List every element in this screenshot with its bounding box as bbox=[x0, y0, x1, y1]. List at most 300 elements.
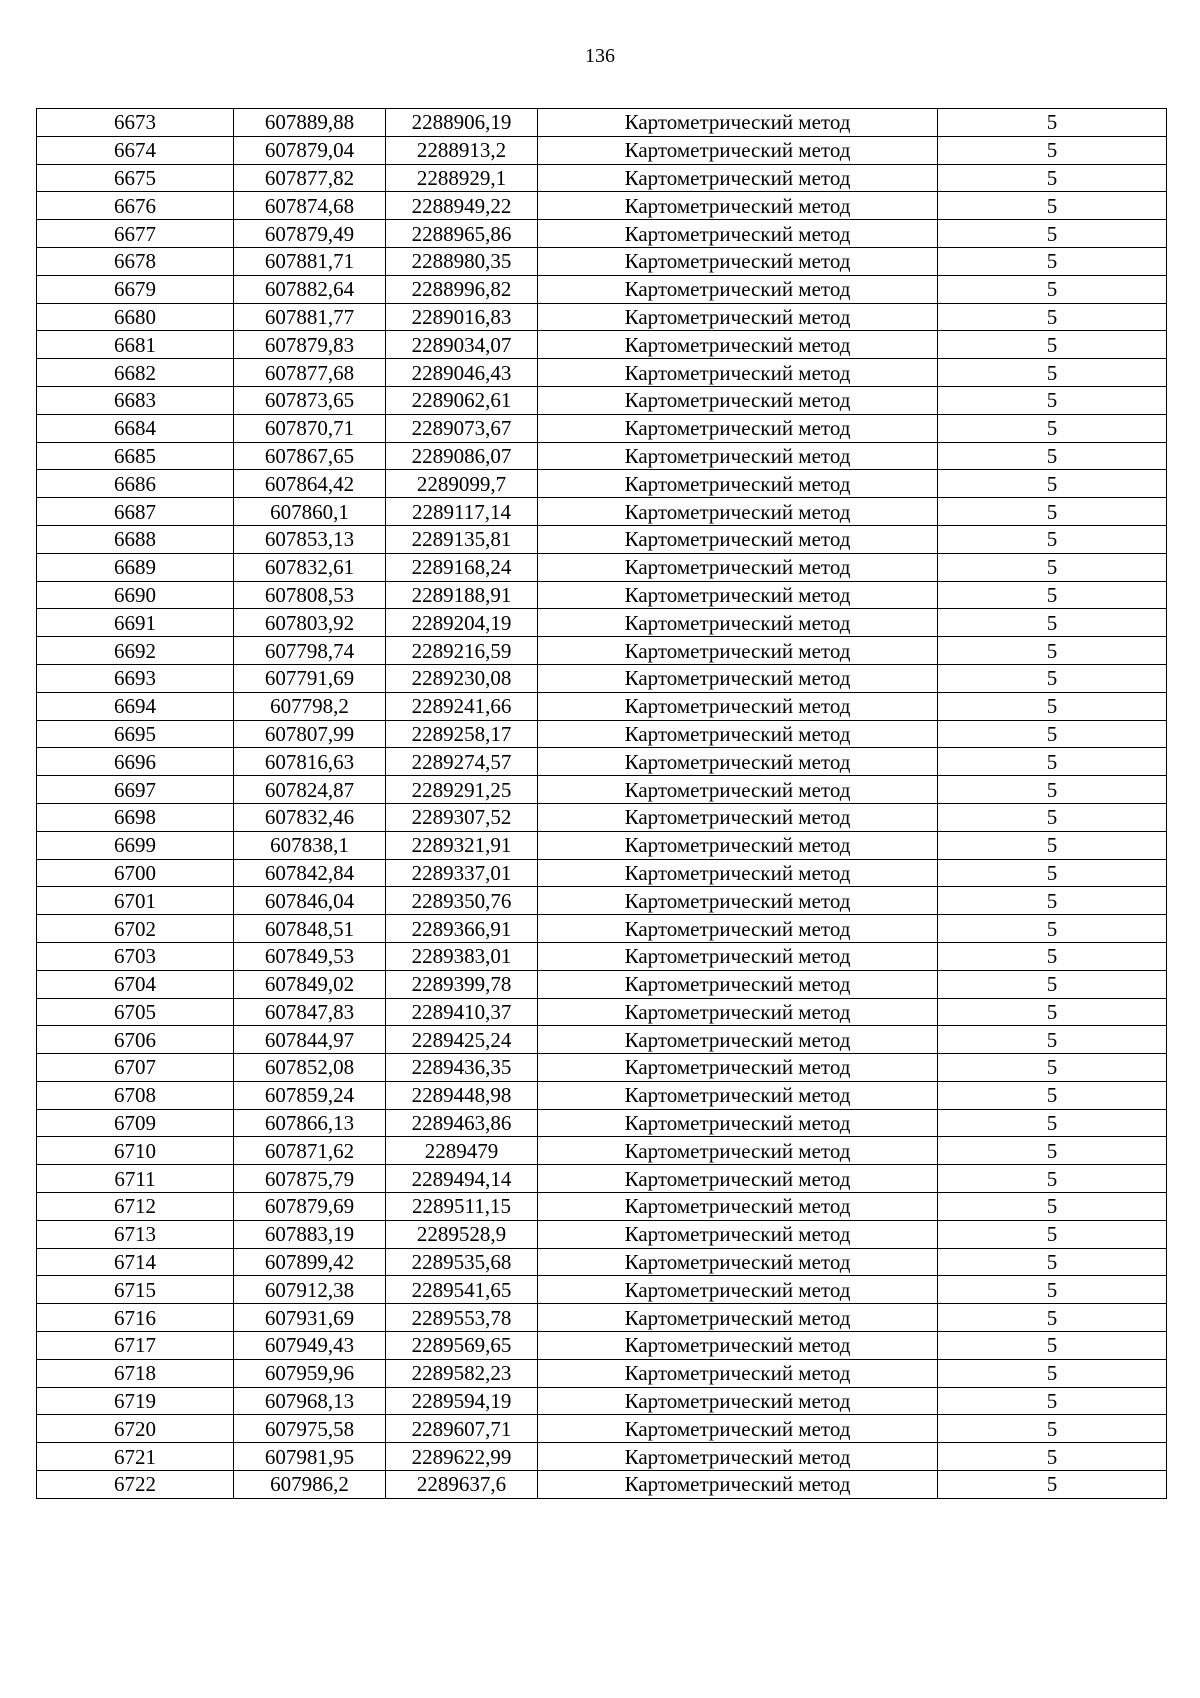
x-coordinate-cell: 607975,58 bbox=[234, 1415, 386, 1443]
table-row bbox=[37, 692, 1167, 720]
table-row bbox=[37, 831, 1167, 859]
point-number-cell: 6685 bbox=[37, 442, 234, 470]
method-cell: Картометрический метод bbox=[538, 1026, 938, 1054]
table-row bbox=[37, 942, 1167, 970]
accuracy-cell: 5 bbox=[938, 470, 1167, 498]
point-number-cell: 6691 bbox=[37, 609, 234, 637]
method-cell: Картометрический метод bbox=[538, 1054, 938, 1082]
y-coordinate-cell: 2289569,65 bbox=[386, 1332, 538, 1360]
point-number-cell: 6684 bbox=[37, 414, 234, 442]
point-number-cell: 6689 bbox=[37, 553, 234, 581]
y-coordinate-cell: 2289216,59 bbox=[386, 637, 538, 665]
accuracy-cell: 5 bbox=[938, 1248, 1167, 1276]
method-cell: Картометрический метод bbox=[538, 1081, 938, 1109]
x-coordinate-cell: 607883,19 bbox=[234, 1220, 386, 1248]
method-cell: Картометрический метод bbox=[538, 915, 938, 943]
x-coordinate-cell: 607889,88 bbox=[234, 109, 386, 137]
y-coordinate-cell: 2289436,35 bbox=[386, 1054, 538, 1082]
y-coordinate-cell: 2289479 bbox=[386, 1137, 538, 1165]
method-cell: Картометрический метод bbox=[538, 887, 938, 915]
method-cell: Картометрический метод bbox=[538, 720, 938, 748]
x-coordinate-cell: 607873,65 bbox=[234, 386, 386, 414]
method-cell: Картометрический метод bbox=[538, 331, 938, 359]
method-cell: Картометрический метод bbox=[538, 1415, 938, 1443]
y-coordinate-cell: 2289594,19 bbox=[386, 1387, 538, 1415]
method-cell: Картометрический метод bbox=[538, 1471, 938, 1499]
x-coordinate-cell: 607853,13 bbox=[234, 525, 386, 553]
point-number-cell: 6700 bbox=[37, 859, 234, 887]
accuracy-cell: 5 bbox=[938, 414, 1167, 442]
y-coordinate-cell: 2289073,67 bbox=[386, 414, 538, 442]
y-coordinate-cell: 2289350,76 bbox=[386, 887, 538, 915]
y-coordinate-cell: 2289494,14 bbox=[386, 1165, 538, 1193]
table-row bbox=[37, 720, 1167, 748]
x-coordinate-cell: 607881,77 bbox=[234, 303, 386, 331]
point-number-cell: 6678 bbox=[37, 247, 234, 275]
point-number-cell: 6698 bbox=[37, 803, 234, 831]
method-cell: Картометрический метод bbox=[538, 1109, 938, 1137]
point-number-cell: 6719 bbox=[37, 1387, 234, 1415]
y-coordinate-cell: 2289230,08 bbox=[386, 664, 538, 692]
method-cell: Картометрический метод bbox=[538, 1276, 938, 1304]
point-number-cell: 6712 bbox=[37, 1193, 234, 1221]
point-number-cell: 6687 bbox=[37, 498, 234, 526]
y-coordinate-cell: 2289582,23 bbox=[386, 1359, 538, 1387]
table-row bbox=[37, 1332, 1167, 1360]
x-coordinate-cell: 607816,63 bbox=[234, 748, 386, 776]
y-coordinate-cell: 2288913,2 bbox=[386, 136, 538, 164]
point-number-cell: 6674 bbox=[37, 136, 234, 164]
accuracy-cell: 5 bbox=[938, 887, 1167, 915]
x-coordinate-cell: 607848,51 bbox=[234, 915, 386, 943]
table-row bbox=[37, 1026, 1167, 1054]
accuracy-cell: 5 bbox=[938, 442, 1167, 470]
table-row bbox=[37, 136, 1167, 164]
method-cell: Картометрический метод bbox=[538, 692, 938, 720]
y-coordinate-cell: 2289321,91 bbox=[386, 831, 538, 859]
x-coordinate-cell: 607959,96 bbox=[234, 1359, 386, 1387]
table-row bbox=[37, 1359, 1167, 1387]
method-cell: Картометрический метод bbox=[538, 970, 938, 998]
y-coordinate-cell: 2288996,82 bbox=[386, 275, 538, 303]
x-coordinate-cell: 607798,2 bbox=[234, 692, 386, 720]
point-number-cell: 6704 bbox=[37, 970, 234, 998]
x-coordinate-cell: 607875,79 bbox=[234, 1165, 386, 1193]
method-cell: Картометрический метод bbox=[538, 359, 938, 387]
method-cell: Картометрический метод bbox=[538, 942, 938, 970]
table-row bbox=[37, 247, 1167, 275]
x-coordinate-cell: 607949,43 bbox=[234, 1332, 386, 1360]
table-row bbox=[37, 887, 1167, 915]
y-coordinate-cell: 2289258,17 bbox=[386, 720, 538, 748]
x-coordinate-cell: 607879,04 bbox=[234, 136, 386, 164]
method-cell: Картометрический метод bbox=[538, 553, 938, 581]
method-cell: Картометрический метод bbox=[538, 275, 938, 303]
accuracy-cell: 5 bbox=[938, 748, 1167, 776]
x-coordinate-cell: 607803,92 bbox=[234, 609, 386, 637]
table-row bbox=[37, 1276, 1167, 1304]
accuracy-cell: 5 bbox=[938, 1026, 1167, 1054]
accuracy-cell: 5 bbox=[938, 275, 1167, 303]
accuracy-cell: 5 bbox=[938, 553, 1167, 581]
y-coordinate-cell: 2289553,78 bbox=[386, 1304, 538, 1332]
point-number-cell: 6710 bbox=[37, 1137, 234, 1165]
table-row bbox=[37, 609, 1167, 637]
table-row bbox=[37, 1387, 1167, 1415]
y-coordinate-cell: 2289410,37 bbox=[386, 998, 538, 1026]
method-cell: Картометрический метод bbox=[538, 1137, 938, 1165]
x-coordinate-cell: 607867,65 bbox=[234, 442, 386, 470]
table-row bbox=[37, 803, 1167, 831]
coordinates-table bbox=[36, 108, 1167, 1499]
accuracy-cell: 5 bbox=[938, 220, 1167, 248]
point-number-cell: 6690 bbox=[37, 581, 234, 609]
y-coordinate-cell: 2289637,6 bbox=[386, 1471, 538, 1499]
x-coordinate-cell: 607986,2 bbox=[234, 1471, 386, 1499]
coordinates-table-body bbox=[37, 109, 1167, 1499]
y-coordinate-cell: 2288980,35 bbox=[386, 247, 538, 275]
table-row bbox=[37, 1443, 1167, 1471]
accuracy-cell: 5 bbox=[938, 1220, 1167, 1248]
table-row bbox=[37, 970, 1167, 998]
x-coordinate-cell: 607866,13 bbox=[234, 1109, 386, 1137]
table-row bbox=[37, 998, 1167, 1026]
point-number-cell: 6718 bbox=[37, 1359, 234, 1387]
table-row bbox=[37, 664, 1167, 692]
x-coordinate-cell: 607968,13 bbox=[234, 1387, 386, 1415]
table-row bbox=[37, 164, 1167, 192]
method-cell: Картометрический метод bbox=[538, 859, 938, 887]
y-coordinate-cell: 2289511,15 bbox=[386, 1193, 538, 1221]
accuracy-cell: 5 bbox=[938, 1415, 1167, 1443]
method-cell: Картометрический метод bbox=[538, 1220, 938, 1248]
point-number-cell: 6699 bbox=[37, 831, 234, 859]
y-coordinate-cell: 2288906,19 bbox=[386, 109, 538, 137]
table-row bbox=[37, 748, 1167, 776]
x-coordinate-cell: 607859,24 bbox=[234, 1081, 386, 1109]
table-row bbox=[37, 470, 1167, 498]
method-cell: Картометрический метод bbox=[538, 1248, 938, 1276]
table-row bbox=[37, 1081, 1167, 1109]
y-coordinate-cell: 2289291,25 bbox=[386, 776, 538, 804]
x-coordinate-cell: 607846,04 bbox=[234, 887, 386, 915]
table-row bbox=[37, 359, 1167, 387]
point-number-cell: 6715 bbox=[37, 1276, 234, 1304]
method-cell: Картометрический метод bbox=[538, 525, 938, 553]
y-coordinate-cell: 2289086,07 bbox=[386, 442, 538, 470]
y-coordinate-cell: 2289016,83 bbox=[386, 303, 538, 331]
point-number-cell: 6683 bbox=[37, 386, 234, 414]
y-coordinate-cell: 2289135,81 bbox=[386, 525, 538, 553]
x-coordinate-cell: 607874,68 bbox=[234, 192, 386, 220]
x-coordinate-cell: 607860,1 bbox=[234, 498, 386, 526]
accuracy-cell: 5 bbox=[938, 609, 1167, 637]
accuracy-cell: 5 bbox=[938, 1471, 1167, 1499]
x-coordinate-cell: 607807,99 bbox=[234, 720, 386, 748]
method-cell: Картометрический метод bbox=[538, 1359, 938, 1387]
x-coordinate-cell: 607798,74 bbox=[234, 637, 386, 665]
y-coordinate-cell: 2289425,24 bbox=[386, 1026, 538, 1054]
accuracy-cell: 5 bbox=[938, 1359, 1167, 1387]
y-coordinate-cell: 2289535,68 bbox=[386, 1248, 538, 1276]
point-number-cell: 6688 bbox=[37, 525, 234, 553]
point-number-cell: 6709 bbox=[37, 1109, 234, 1137]
x-coordinate-cell: 607881,71 bbox=[234, 247, 386, 275]
accuracy-cell: 5 bbox=[938, 192, 1167, 220]
y-coordinate-cell: 2289168,24 bbox=[386, 553, 538, 581]
method-cell: Картометрический метод bbox=[538, 664, 938, 692]
accuracy-cell: 5 bbox=[938, 331, 1167, 359]
accuracy-cell: 5 bbox=[938, 720, 1167, 748]
y-coordinate-cell: 2289337,01 bbox=[386, 859, 538, 887]
point-number-cell: 6679 bbox=[37, 275, 234, 303]
point-number-cell: 6680 bbox=[37, 303, 234, 331]
point-number-cell: 6686 bbox=[37, 470, 234, 498]
method-cell: Картометрический метод bbox=[538, 1332, 938, 1360]
x-coordinate-cell: 607838,1 bbox=[234, 831, 386, 859]
method-cell: Картометрический метод bbox=[538, 470, 938, 498]
table-row bbox=[37, 637, 1167, 665]
table-row bbox=[37, 1054, 1167, 1082]
method-cell: Картометрический метод bbox=[538, 303, 938, 331]
table-row bbox=[37, 553, 1167, 581]
y-coordinate-cell: 2289448,98 bbox=[386, 1081, 538, 1109]
accuracy-cell: 5 bbox=[938, 692, 1167, 720]
accuracy-cell: 5 bbox=[938, 1054, 1167, 1082]
method-cell: Картометрический метод bbox=[538, 637, 938, 665]
accuracy-cell: 5 bbox=[938, 1165, 1167, 1193]
accuracy-cell: 5 bbox=[938, 1137, 1167, 1165]
y-coordinate-cell: 2289541,65 bbox=[386, 1276, 538, 1304]
x-coordinate-cell: 607981,95 bbox=[234, 1443, 386, 1471]
point-number-cell: 6696 bbox=[37, 748, 234, 776]
y-coordinate-cell: 2288929,1 bbox=[386, 164, 538, 192]
table-row bbox=[37, 581, 1167, 609]
accuracy-cell: 5 bbox=[938, 1304, 1167, 1332]
table-row bbox=[37, 859, 1167, 887]
y-coordinate-cell: 2288965,86 bbox=[386, 220, 538, 248]
point-number-cell: 6677 bbox=[37, 220, 234, 248]
y-coordinate-cell: 2289117,14 bbox=[386, 498, 538, 526]
table-row bbox=[37, 192, 1167, 220]
method-cell: Картометрический метод bbox=[538, 192, 938, 220]
point-number-cell: 6697 bbox=[37, 776, 234, 804]
x-coordinate-cell: 607864,42 bbox=[234, 470, 386, 498]
x-coordinate-cell: 607879,83 bbox=[234, 331, 386, 359]
point-number-cell: 6682 bbox=[37, 359, 234, 387]
table-row bbox=[37, 331, 1167, 359]
table-row bbox=[37, 220, 1167, 248]
point-number-cell: 6703 bbox=[37, 942, 234, 970]
table-row bbox=[37, 1248, 1167, 1276]
y-coordinate-cell: 2289463,86 bbox=[386, 1109, 538, 1137]
y-coordinate-cell: 2289034,07 bbox=[386, 331, 538, 359]
accuracy-cell: 5 bbox=[938, 637, 1167, 665]
accuracy-cell: 5 bbox=[938, 776, 1167, 804]
method-cell: Картометрический метод bbox=[538, 1304, 938, 1332]
point-number-cell: 6708 bbox=[37, 1081, 234, 1109]
accuracy-cell: 5 bbox=[938, 1332, 1167, 1360]
x-coordinate-cell: 607877,82 bbox=[234, 164, 386, 192]
method-cell: Картометрический метод bbox=[538, 442, 938, 470]
method-cell: Картометрический метод bbox=[538, 831, 938, 859]
y-coordinate-cell: 2289241,66 bbox=[386, 692, 538, 720]
y-coordinate-cell: 2289366,91 bbox=[386, 915, 538, 943]
table-row bbox=[37, 525, 1167, 553]
accuracy-cell: 5 bbox=[938, 525, 1167, 553]
x-coordinate-cell: 607877,68 bbox=[234, 359, 386, 387]
x-coordinate-cell: 607879,49 bbox=[234, 220, 386, 248]
accuracy-cell: 5 bbox=[938, 498, 1167, 526]
method-cell: Картометрический метод bbox=[538, 414, 938, 442]
point-number-cell: 6714 bbox=[37, 1248, 234, 1276]
point-number-cell: 6701 bbox=[37, 887, 234, 915]
accuracy-cell: 5 bbox=[938, 1193, 1167, 1221]
method-cell: Картометрический метод bbox=[538, 998, 938, 1026]
table-row bbox=[37, 1471, 1167, 1499]
accuracy-cell: 5 bbox=[938, 247, 1167, 275]
table-row bbox=[37, 1304, 1167, 1332]
y-coordinate-cell: 2289307,52 bbox=[386, 803, 538, 831]
method-cell: Картометрический метод bbox=[538, 581, 938, 609]
accuracy-cell: 5 bbox=[938, 109, 1167, 137]
method-cell: Картометрический метод bbox=[538, 498, 938, 526]
point-number-cell: 6720 bbox=[37, 1415, 234, 1443]
table-row bbox=[37, 498, 1167, 526]
table-row bbox=[37, 442, 1167, 470]
table-row bbox=[37, 776, 1167, 804]
table-row bbox=[37, 1220, 1167, 1248]
x-coordinate-cell: 607899,42 bbox=[234, 1248, 386, 1276]
accuracy-cell: 5 bbox=[938, 859, 1167, 887]
accuracy-cell: 5 bbox=[938, 359, 1167, 387]
accuracy-cell: 5 bbox=[938, 831, 1167, 859]
accuracy-cell: 5 bbox=[938, 386, 1167, 414]
page-number: 136 bbox=[585, 45, 615, 67]
accuracy-cell: 5 bbox=[938, 1443, 1167, 1471]
y-coordinate-cell: 2289383,01 bbox=[386, 942, 538, 970]
x-coordinate-cell: 607882,64 bbox=[234, 275, 386, 303]
accuracy-cell: 5 bbox=[938, 164, 1167, 192]
method-cell: Картометрический метод bbox=[538, 247, 938, 275]
accuracy-cell: 5 bbox=[938, 998, 1167, 1026]
y-coordinate-cell: 2289607,71 bbox=[386, 1415, 538, 1443]
x-coordinate-cell: 607852,08 bbox=[234, 1054, 386, 1082]
table-row bbox=[37, 275, 1167, 303]
point-number-cell: 6695 bbox=[37, 720, 234, 748]
method-cell: Картометрический метод bbox=[538, 1387, 938, 1415]
method-cell: Картометрический метод bbox=[538, 220, 938, 248]
x-coordinate-cell: 607832,61 bbox=[234, 553, 386, 581]
method-cell: Картометрический метод bbox=[538, 1443, 938, 1471]
table-row bbox=[37, 1137, 1167, 1165]
y-coordinate-cell: 2289188,91 bbox=[386, 581, 538, 609]
method-cell: Картометрический метод bbox=[538, 386, 938, 414]
table-row bbox=[37, 1193, 1167, 1221]
accuracy-cell: 5 bbox=[938, 581, 1167, 609]
accuracy-cell: 5 bbox=[938, 942, 1167, 970]
accuracy-cell: 5 bbox=[938, 664, 1167, 692]
point-number-cell: 6673 bbox=[37, 109, 234, 137]
method-cell: Картометрический метод bbox=[538, 776, 938, 804]
accuracy-cell: 5 bbox=[938, 303, 1167, 331]
x-coordinate-cell: 607832,46 bbox=[234, 803, 386, 831]
point-number-cell: 6707 bbox=[37, 1054, 234, 1082]
x-coordinate-cell: 607870,71 bbox=[234, 414, 386, 442]
table-row bbox=[37, 915, 1167, 943]
x-coordinate-cell: 607931,69 bbox=[234, 1304, 386, 1332]
point-number-cell: 6711 bbox=[37, 1165, 234, 1193]
method-cell: Картометрический метод bbox=[538, 109, 938, 137]
method-cell: Картометрический метод bbox=[538, 609, 938, 637]
x-coordinate-cell: 607849,53 bbox=[234, 942, 386, 970]
point-number-cell: 6716 bbox=[37, 1304, 234, 1332]
point-number-cell: 6713 bbox=[37, 1220, 234, 1248]
method-cell: Картометрический метод bbox=[538, 803, 938, 831]
x-coordinate-cell: 607912,38 bbox=[234, 1276, 386, 1304]
method-cell: Картометрический метод bbox=[538, 136, 938, 164]
point-number-cell: 6694 bbox=[37, 692, 234, 720]
y-coordinate-cell: 2289204,19 bbox=[386, 609, 538, 637]
y-coordinate-cell: 2289399,78 bbox=[386, 970, 538, 998]
accuracy-cell: 5 bbox=[938, 136, 1167, 164]
point-number-cell: 6717 bbox=[37, 1332, 234, 1360]
method-cell: Картометрический метод bbox=[538, 1193, 938, 1221]
table-row bbox=[37, 414, 1167, 442]
x-coordinate-cell: 607879,69 bbox=[234, 1193, 386, 1221]
point-number-cell: 6705 bbox=[37, 998, 234, 1026]
accuracy-cell: 5 bbox=[938, 915, 1167, 943]
point-number-cell: 6702 bbox=[37, 915, 234, 943]
accuracy-cell: 5 bbox=[938, 803, 1167, 831]
point-number-cell: 6706 bbox=[37, 1026, 234, 1054]
x-coordinate-cell: 607842,84 bbox=[234, 859, 386, 887]
y-coordinate-cell: 2289046,43 bbox=[386, 359, 538, 387]
accuracy-cell: 5 bbox=[938, 1081, 1167, 1109]
accuracy-cell: 5 bbox=[938, 1387, 1167, 1415]
table-row bbox=[37, 1165, 1167, 1193]
y-coordinate-cell: 2289099,7 bbox=[386, 470, 538, 498]
y-coordinate-cell: 2289062,61 bbox=[386, 386, 538, 414]
method-cell: Картометрический метод bbox=[538, 748, 938, 776]
y-coordinate-cell: 2288949,22 bbox=[386, 192, 538, 220]
x-coordinate-cell: 607791,69 bbox=[234, 664, 386, 692]
point-number-cell: 6681 bbox=[37, 331, 234, 359]
table-row bbox=[37, 1109, 1167, 1137]
x-coordinate-cell: 607844,97 bbox=[234, 1026, 386, 1054]
x-coordinate-cell: 607824,87 bbox=[234, 776, 386, 804]
point-number-cell: 6721 bbox=[37, 1443, 234, 1471]
table-row bbox=[37, 109, 1167, 137]
accuracy-cell: 5 bbox=[938, 1109, 1167, 1137]
y-coordinate-cell: 2289274,57 bbox=[386, 748, 538, 776]
method-cell: Картометрический метод bbox=[538, 1165, 938, 1193]
point-number-cell: 6675 bbox=[37, 164, 234, 192]
method-cell: Картометрический метод bbox=[538, 164, 938, 192]
point-number-cell: 6722 bbox=[37, 1471, 234, 1499]
x-coordinate-cell: 607847,83 bbox=[234, 998, 386, 1026]
y-coordinate-cell: 2289528,9 bbox=[386, 1220, 538, 1248]
y-coordinate-cell: 2289622,99 bbox=[386, 1443, 538, 1471]
x-coordinate-cell: 607871,62 bbox=[234, 1137, 386, 1165]
table-row bbox=[37, 1415, 1167, 1443]
table-row bbox=[37, 386, 1167, 414]
point-number-cell: 6693 bbox=[37, 664, 234, 692]
accuracy-cell: 5 bbox=[938, 1276, 1167, 1304]
x-coordinate-cell: 607849,02 bbox=[234, 970, 386, 998]
point-number-cell: 6676 bbox=[37, 192, 234, 220]
table-row bbox=[37, 303, 1167, 331]
